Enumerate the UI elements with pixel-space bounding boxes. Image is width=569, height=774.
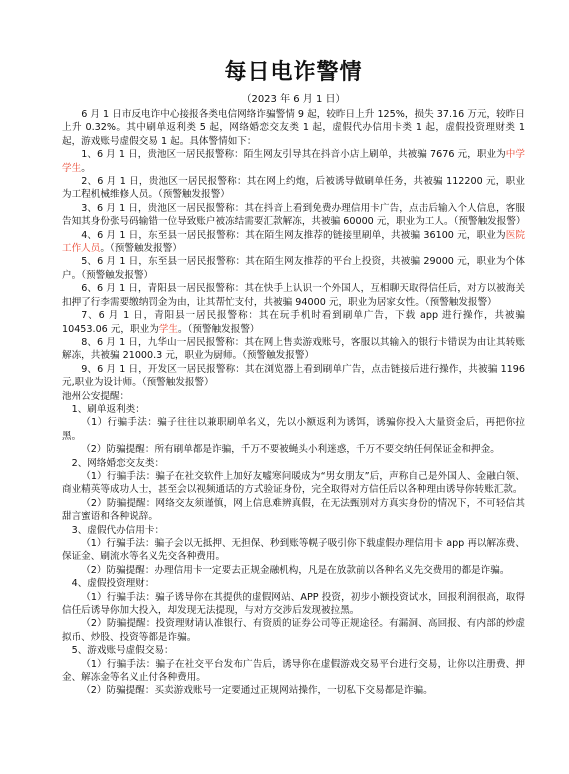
occupation-highlight: 医院工作人员 bbox=[62, 229, 526, 255]
section-heading: 1、刷单返利类： bbox=[71, 403, 145, 415]
section-item: （2）防骗提醒：买卖游戏账号一定要通过正规网站操作，一切私下交易都是诈骗。 bbox=[81, 685, 433, 697]
section-item: （1）行骗手法：骗子诱导你在其提供的虚假网站、APP 投资，初步小额投资试水，回报利润很高，取得信任后诱导你加大投入，却发现无法提现，与对方交涉后发现被拉黑。 bbox=[62, 591, 525, 617]
section-item: （2）防骗提醒：网络交友须谨慎，网上信息难辨真假，在无法甄别对方真实身份的情况下，不可轻信其甜言蜜语和各种说辞。 bbox=[62, 497, 525, 523]
section-item: （1）行骗手法：骗子在社交平台发布广告后，诱导你在虚假游戏交易平台进行交易，让你以注册费、押金、解冻金等名义止付各种费用。 bbox=[62, 658, 525, 684]
reminder-section bbox=[62, 524, 525, 578]
section-heading: 3、虚假代办信用卡： bbox=[71, 524, 165, 536]
occupation-highlight: 中学学生 bbox=[62, 149, 525, 174]
case-item: 2、6 月 1 日，贵池区一居民报警称：其在网上约炮，后被诱导做刷单任务，共被骗 112200 元，职业为工程机械维修人员。（预警触发报警） bbox=[62, 176, 525, 201]
case-item: 6、6 月 1 日，青阳县一居民报警称：其在快手上认识一个外国人，互相聊天取得信任后，对方以被海关扣押了行李需要缴纳罚金为由，让其帮忙支付，共被骗 94000 元，职业为居家女性。（预警触发报警） bbox=[62, 283, 525, 308]
case-item: 1、6 月 1 日，贵池区一居民报警称：陌生网友引导其在抖音小店上刷单，共被骗 7676 元，职业为中学学生。 bbox=[62, 149, 525, 174]
page-title: 每日电诈警情 bbox=[224, 60, 363, 85]
case-item: 7、6 月 1 日，青阳县一居民报警称：其在玩手机时看到刷单广告，下载 app 进行操作，共被骗 10453.06 元，职业为学生。（预警触发报警） bbox=[62, 310, 525, 335]
section-item: （1）行骗手法：骗子会以无抵押、无担保、秒到账等幌子吸引你下载虚假办理信用卡 app 再以解冻费、保证金、刷流水等名义先交各种费用。 bbox=[62, 538, 525, 563]
summary-paragraph: 6 月 1 日市反电诈中心接报各类电信网络诈骗警情 9 起，较昨日上升 125%，损失 37.16 万元，较昨日上升 0.32%。其中刷单返利类 5 起，网络婚恋交友类 1 起，虚假代办信用卡类 1 起，虚假投资理财类 1 起，游戏账号虚假交易 1 起。具体警情如下： bbox=[62, 109, 525, 147]
section-heading: 2、网络婚恋交友类： bbox=[71, 457, 165, 469]
case-list bbox=[62, 148, 525, 389]
document-body bbox=[62, 108, 525, 698]
report-date: （2023 年 6 月 1 日） bbox=[241, 94, 346, 105]
section-item: （1）行骗手法：骗子往往以兼职刷单名义，先以小额返利为诱饵，诱骗你投入大量资金后，再把你拉黑。 bbox=[62, 417, 525, 442]
reminder-heading: 池州公安提醒： bbox=[62, 390, 130, 402]
section-item: （2）防骗提醒：投资理财请认准银行、有资质的证券公司等正规途径。有漏洞、高回报、有内部的炒虚拟币、炒股、投资等都是诈骗。 bbox=[62, 618, 525, 643]
section-item: （2）防骗提醒：办理信用卡一定要去正规金融机构，凡是在放款前以各种名义先交费用的都是诈骗。 bbox=[81, 564, 510, 576]
case-item: 9、6 月 1 日，开发区一居民报警称：其在浏览器上看到刷单广告，点击链接后进行操作，共被骗 1196 元,职业为设计师。（预警触发报警） bbox=[62, 363, 525, 389]
section-heading: 5、游戏账号虚假交易： bbox=[71, 645, 174, 657]
section-item: （2）防骗提醒：所有刷单都是诈骗，千万不要被蝇头小利迷惑，千万不要交纳任何保证金和押金。 bbox=[81, 444, 500, 456]
case-item: 5、6 月 1 日，东至县一居民报警称：其在陌生网友推荐的平台上投资，共被骗 29000 元，职业为个体户。（预警触发报警） bbox=[62, 256, 525, 281]
reminder-section bbox=[62, 457, 525, 524]
reminder-section bbox=[62, 644, 525, 698]
reminder-section bbox=[62, 403, 525, 457]
case-item: 8、6 月 1 日，九华山一居民报警称：其在网上售卖游戏账号，客服以其输入的银行卡错误为由让其转账解冻，共被骗 21000.3 元，职业为厨师。（预警触发报警） bbox=[62, 336, 525, 362]
case-item: 3、6 月 1 日，贵池区一居民报警称：其在抖音上看到免费办理信用卡广告，点击后输入个人信息，客服告知其身份张号码输错一位导致账户被冻结需要汇款解冻，共被骗 60000 元，职业为工人。（预警触发报警） bbox=[62, 202, 526, 228]
section-heading: 4、虚假投资理财： bbox=[71, 578, 155, 590]
reminder-section bbox=[62, 577, 525, 644]
case-item: 4、6 月 1 日，东至县一居民报警称：其在陌生网友推荐的链接里刷单，共被骗 36100 元，职业为医院工作人员。（预警触发报警） bbox=[62, 229, 526, 255]
occupation-highlight: 学生 bbox=[158, 323, 178, 335]
section-item: （1）行骗手法：骗子在社交软件上加好友嘘寒问暖成为“男女朋友”后，声称自己是外国人、金融白领、商业精英等成功人士，甚至会以视频通话的方式验证身份，完全取得对方信任后以各种理由诱导你转账汇款。 bbox=[62, 470, 525, 496]
